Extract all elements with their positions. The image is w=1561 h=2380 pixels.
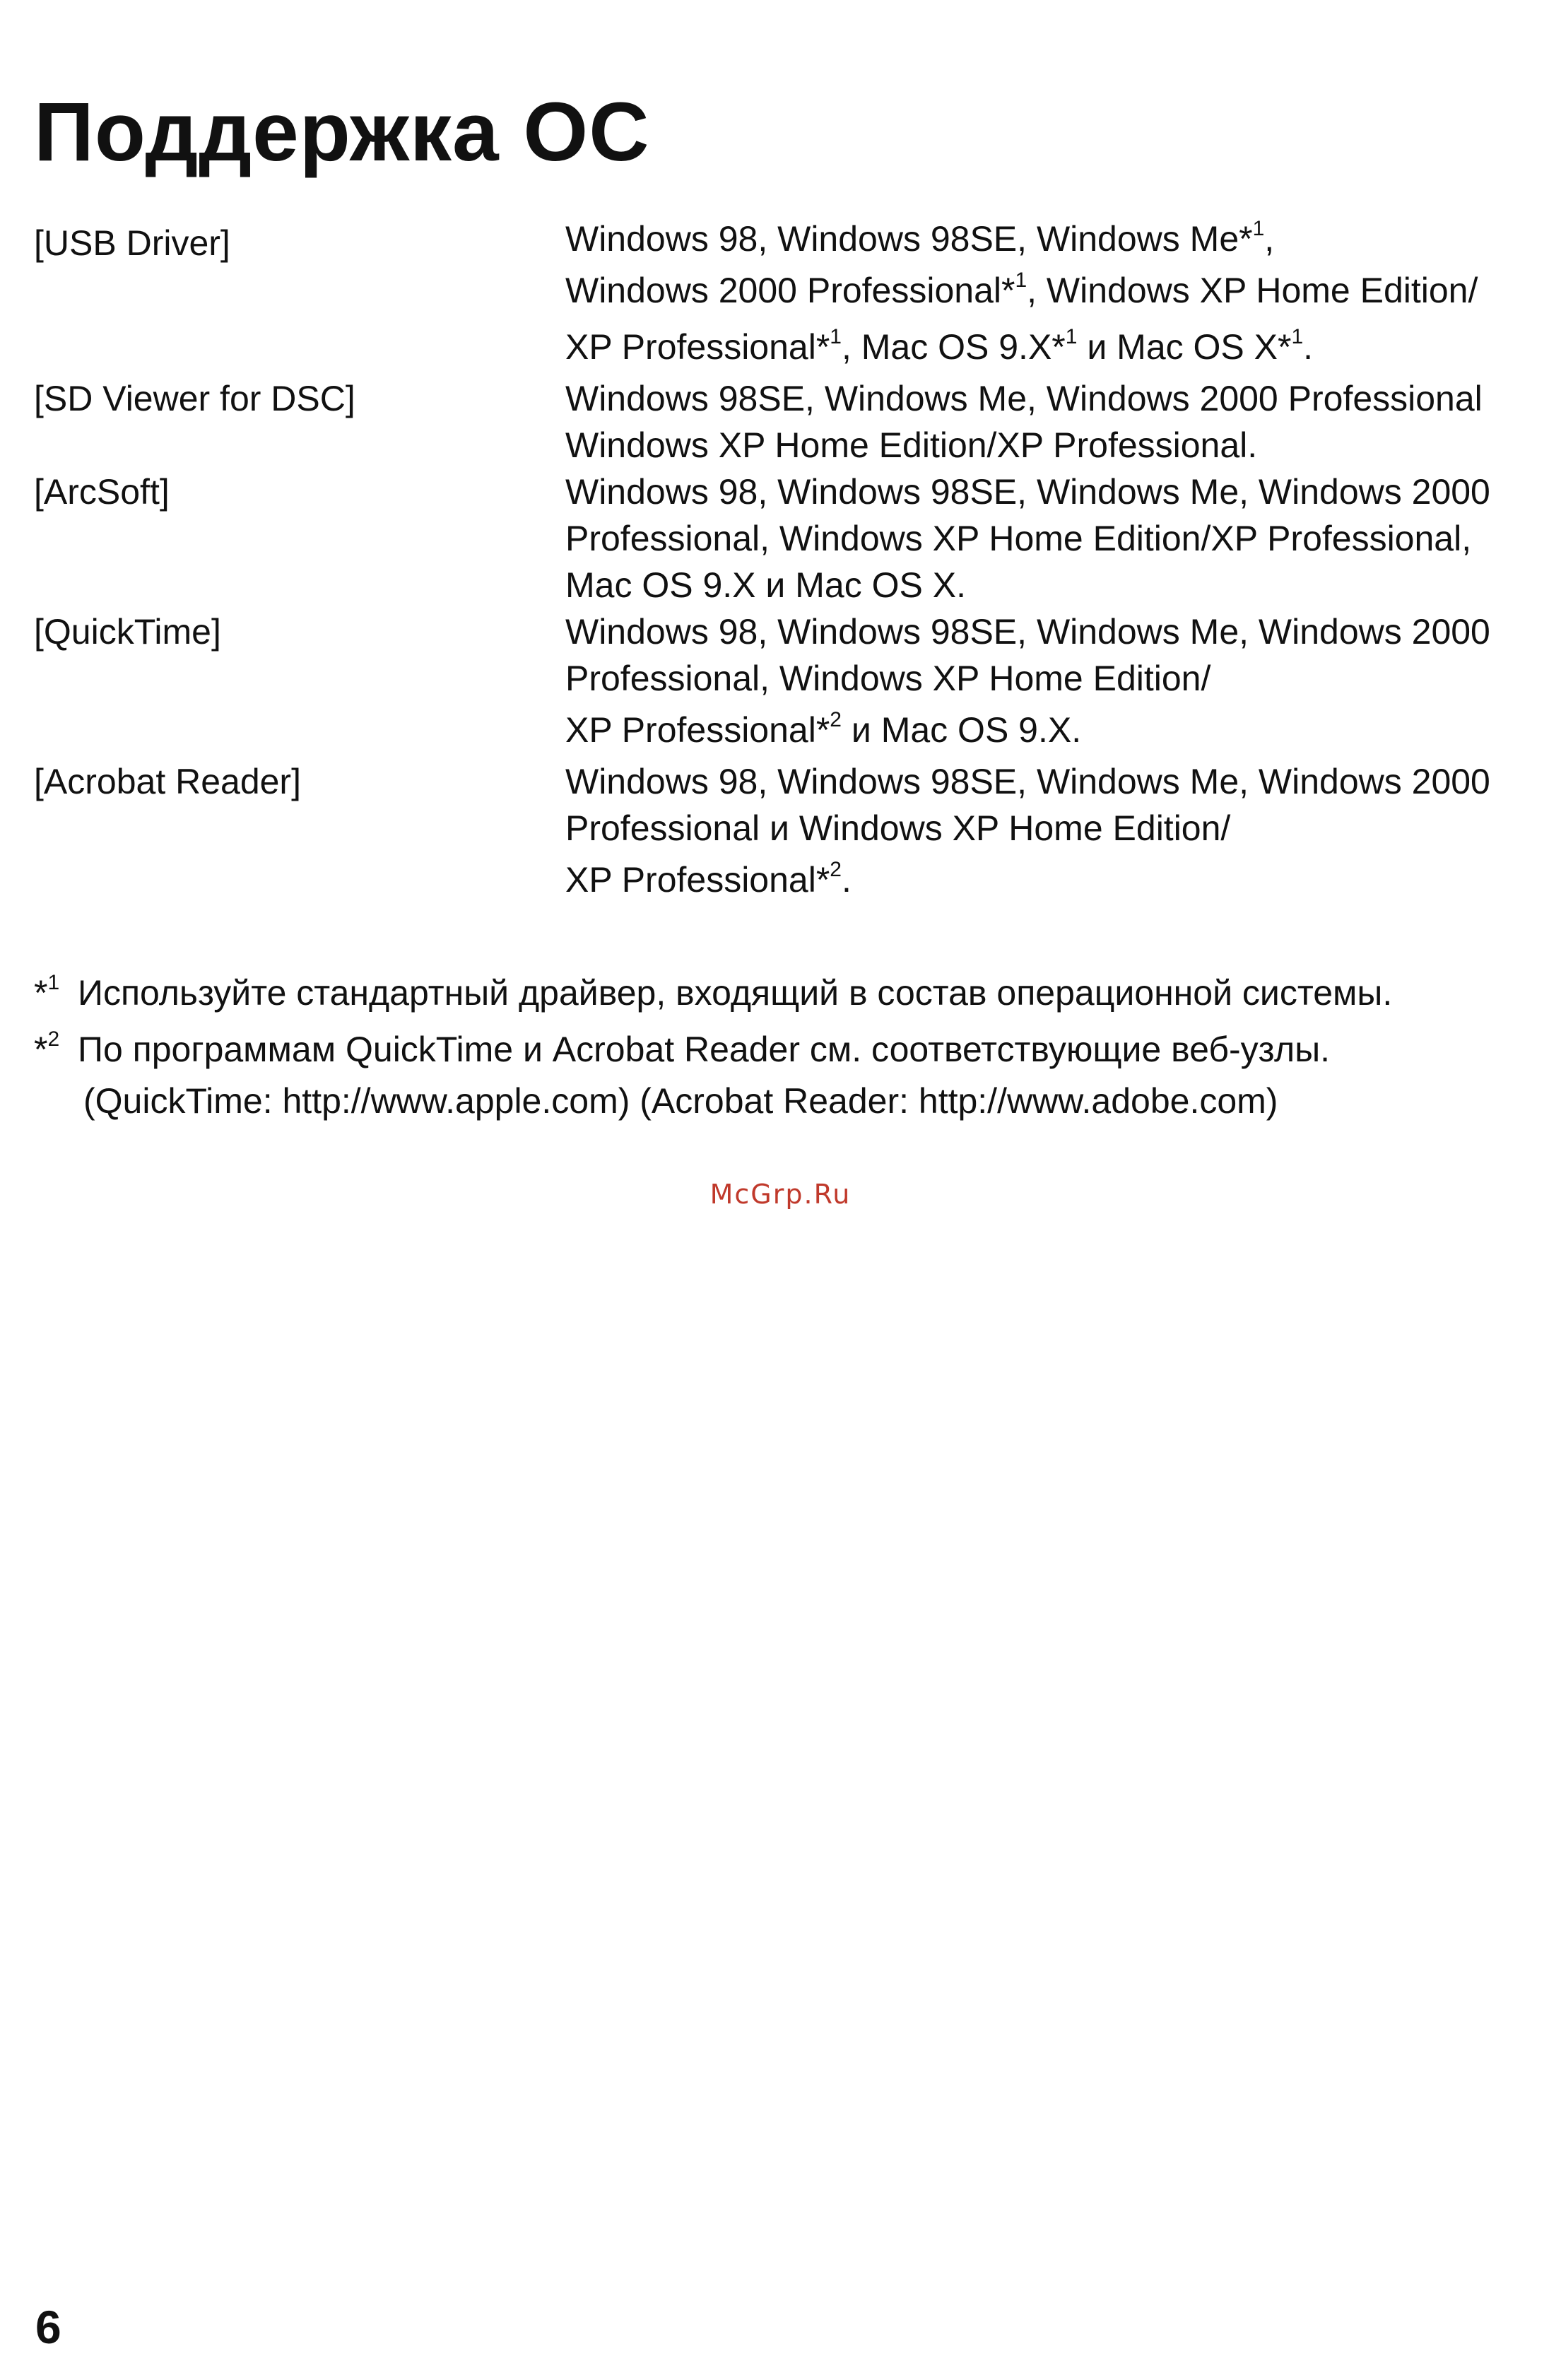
os-support-table: [34, 216, 1532, 908]
row-os-list: [565, 216, 1532, 375]
os-line: Windows 98, Windows 98SE, Windows Me, Windows 2000: [565, 612, 1490, 652]
os-line: Professional, Windows XP Home Edition/XP Professional,: [565, 519, 1472, 558]
row-os-list: [565, 758, 1532, 908]
row-label: [USB Driver]: [34, 223, 230, 263]
row-os-list: [565, 375, 1532, 469]
os-line: Mac OS 9.X и Mac OS X.: [565, 565, 966, 605]
footnote-marker: *$^1$: [34, 971, 60, 1013]
page-number: 6: [35, 2301, 61, 2353]
row-label: [QuickTime]: [34, 612, 221, 652]
row-label: [Acrobat Reader]: [34, 762, 301, 801]
watermark: McGrp.Ru: [709, 1179, 852, 1210]
os-line: Windows 98SE, Windows Me, Windows 2000 Professional: [565, 379, 1483, 418]
os-line: Professional и Windows XP Home Edition/: [565, 808, 1231, 848]
os-line: Windows XP Home Edition/XP Professional.: [565, 425, 1258, 465]
os-row-acrobat-reader: [34, 758, 1532, 908]
os-line: XP Professional*$^2$ и Mac OS 9.X.: [565, 708, 1082, 750]
os-row-usb-driver: [34, 216, 1532, 375]
page-title: Поддержка ОС: [34, 86, 650, 179]
footnote-marker: *$^2$: [34, 1027, 60, 1069]
os-line: XP Professional*$^1$, Mac OS 9.X*$^1$ и Mac OS X*$^1$.: [565, 325, 1314, 367]
footnote-1: [34, 965, 1532, 1021]
os-row-sd-viewer: [34, 375, 1532, 469]
os-line: XP Professional*$^2$.: [565, 858, 852, 900]
footnotes: [34, 965, 1532, 1124]
footnote-text: Используйте стандартный драйвер, входящий в состав операционной системы.: [78, 973, 1393, 1013]
row-os-list: [565, 608, 1532, 758]
row-label: [SD Viewer for DSC]: [34, 379, 355, 418]
footnote-text: По программам QuickTime и Acrobat Reader см. соответствующие веб-узлы.: [78, 1030, 1331, 1069]
row-label: [ArcSoft]: [34, 472, 170, 512]
os-line: Windows 98, Windows 98SE, Windows Me*$^1$,: [565, 217, 1275, 259]
os-line: Windows 98, Windows 98SE, Windows Me, Windows 2000: [565, 762, 1490, 801]
os-line: Windows 2000 Professional*$^1$, Windows XP Home Edition/: [565, 269, 1478, 310]
os-line: Windows 98, Windows 98SE, Windows Me, Windows 2000: [565, 472, 1490, 512]
os-row-quicktime: [34, 608, 1532, 758]
row-os-list: [565, 469, 1532, 608]
os-row-arcsoft: [34, 469, 1532, 608]
footnote-2-continuation: (QuickTime: http://www.apple.com) (Acrobat Reader: http://www.adobe.com): [83, 1081, 1278, 1121]
footnote-2: [34, 1021, 1532, 1078]
os-line: Professional, Windows XP Home Edition/: [565, 659, 1211, 698]
